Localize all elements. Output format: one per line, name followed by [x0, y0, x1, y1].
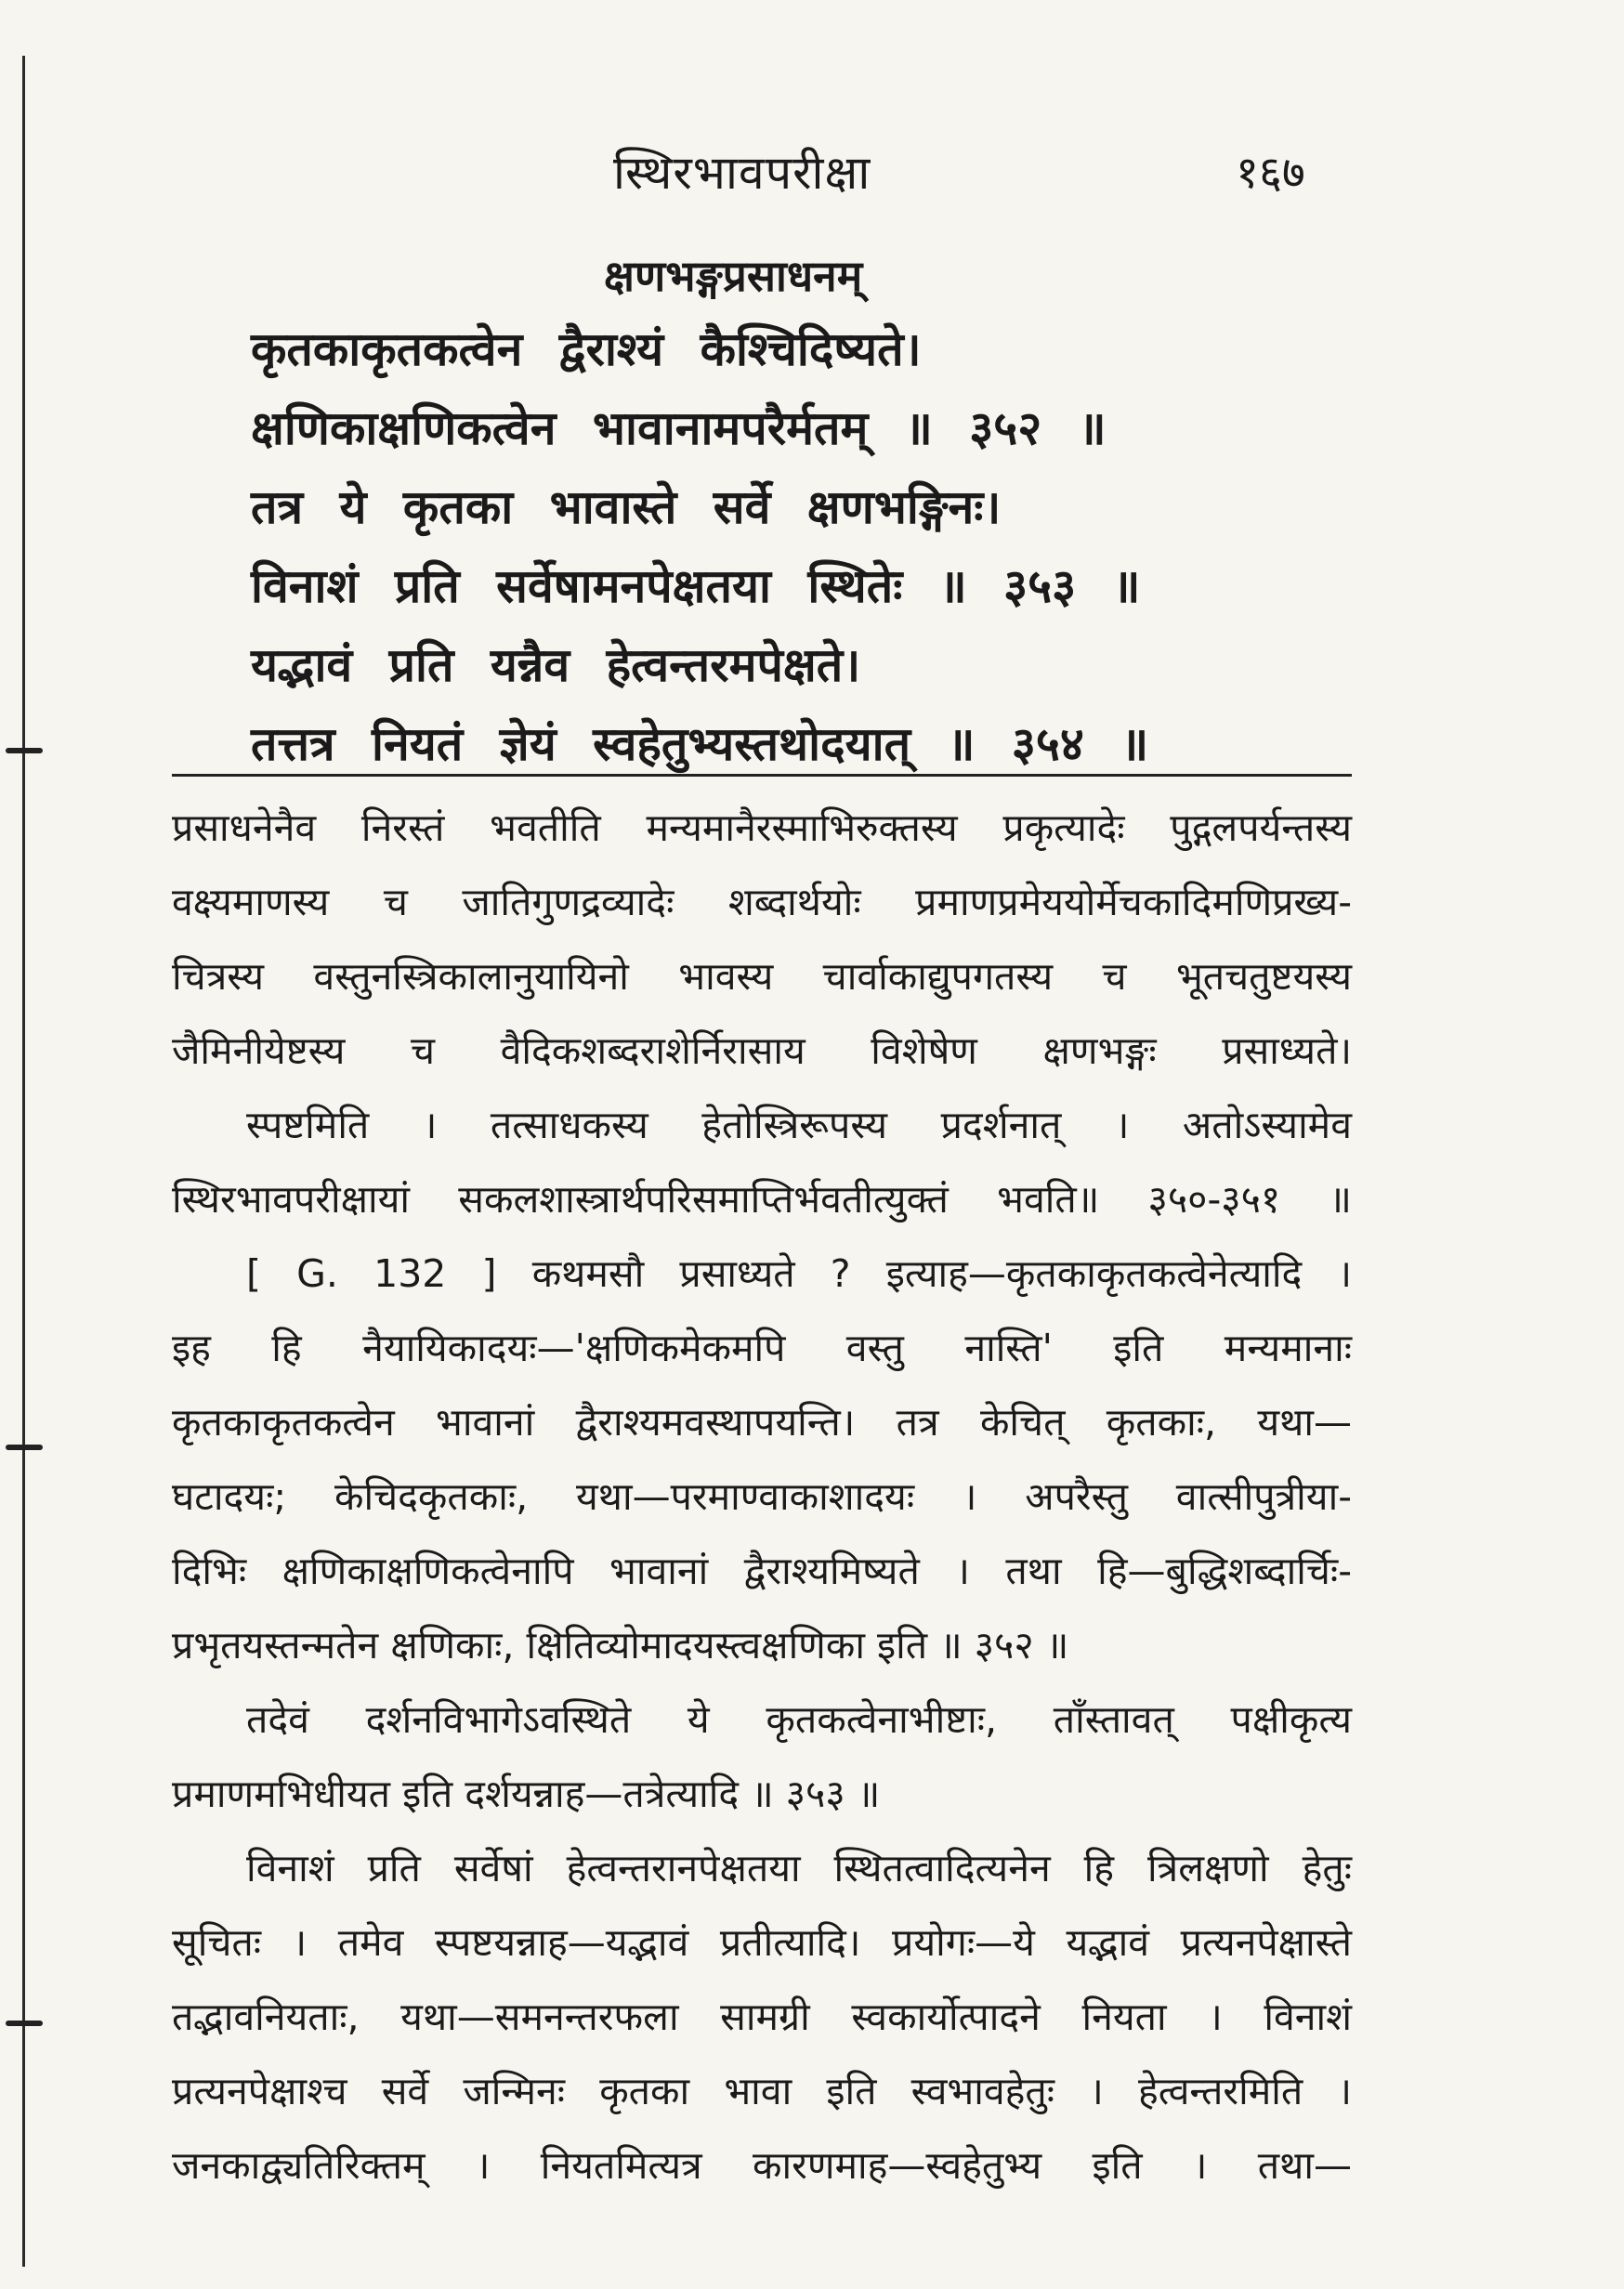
commentary-line: वक्ष्यमाणस्य च जातिगुणद्रव्यादेः शब्दार्थयोः प्रमाणप्रमेययोर्मेचकादिमणिप्रख्य- [172, 880, 1352, 924]
verse-line: यद्भावं प्रति यन्नैव हेत्वन्तरमपेक्षते। [251, 638, 861, 692]
commentary-line: जैमिनीयेष्टस्य च वैदिकशब्दराशेर्निरासाय विशेषेण क्षणभङ्गः प्रसाध्यते। [172, 1028, 1352, 1073]
commentary-line: तदेवं दर्शनविभागेऽवस्थिते ये कृतकत्वेनाभीष्टाः, ताँस्तावत् पक्षीकृत्य [246, 1697, 1352, 1742]
divider-rule [172, 774, 1352, 777]
commentary-line: जनकाद्व्यतिरिक्तम् । नियतमित्यत्र कारणमाह—स्वहेतुभ्य इति । तथा— [172, 2143, 1352, 2188]
commentary-line: प्रभृतयस्तन्मतेन क्षणिकाः, क्षितिव्योमादयस्त्वक्षणिका इति ॥ ३५२ ॥ [172, 1623, 1069, 1668]
verse-line: क्षणिकाक्षणिकत्वेन भावानामपरैर्मतम् ॥ ३५२ ॥ [251, 401, 1107, 455]
commentary-line: घटादयः; केचिदकृतकाः, यथा—परमाण्वाकाशादयः । अपरैस्तु वात्सीपुत्रीया- [172, 1474, 1352, 1519]
commentary-line: प्रसाधनेनैव निरस्तं भवतीति मन्यमानैरस्माभिरुक्तस्य प्रकृत्यादेः पुद्गलपर्यन्तस्य [172, 805, 1352, 850]
running-title: स्थिरभावपरीक्षा [613, 146, 871, 200]
page-header [0, 139, 1624, 214]
commentary-line: विनाशं प्रति सर्वेषां हेत्वन्तरानपेक्षतया स्थितत्वादित्यनेन हि त्रिलक्षणो हेतुः [246, 1846, 1352, 1890]
commentary-line: प्रमाणमभिधीयत इति दर्शयन्नाह—तत्रेत्यादि ॥ ३५३ ॥ [172, 1772, 881, 1816]
commentary-line: दिभिः क्षणिकाक्षणिकत्वेनापि भावानां द्वैराश्यमिष्यते । तथा हि—बुद्धिशब्दार्चिः- [172, 1549, 1352, 1593]
commentary-line: स्थिरभावपरीक्षायां सकलशास्त्रार्थपरिसमाप्तिर्भवतीत्युक्तं भवति॥ ३५०-३५१ ॥ [172, 1177, 1352, 1222]
section-heading: क्षणभङ्गप्रसाधनम् [604, 251, 863, 301]
commentary-line: प्रत्यनपेक्षाश्च सर्वे जन्मिनः कृतका भावा इति स्वभावहेतुः । हेत्वन्तरमिति । [172, 2069, 1352, 2113]
page-binding-edge [22, 56, 25, 2267]
verse-line: तत्तत्र नियतं ज्ञेयं स्वहेतुभ्यस्तथोदयात् ॥ ३५४ ॥ [251, 717, 1149, 771]
commentary-line: कृतकाकृतकत्वेन भावानां द्वैराश्यमवस्थापयन्ति। तत्र केचित् कृतकाः, यथा— [172, 1400, 1352, 1445]
binding-mark [6, 1445, 43, 1450]
commentary-line: इह हि नैयायिकादयः—'क्षणिकमेकमपि वस्तु नास्ति' इति मन्यमानाः [172, 1326, 1352, 1370]
binding-mark [6, 748, 43, 753]
page-number: १६७ [1236, 147, 1305, 199]
commentary-line: तद्भावनियताः, यथा—समनन्तरफला सामग्री स्वकार्योत्पादने नियता । विनाशं [172, 1995, 1352, 2039]
binding-mark [6, 2021, 43, 2026]
commentary-line: चित्रस्य वस्तुनस्त्रिकालानुयायिनो भावस्य चार्वाकाद्युपगतस्य च भूतचतुष्टयस्य [172, 954, 1352, 999]
verse-line: तत्र ये कृतका भावास्ते सर्वे क्षणभङ्गिनः। [251, 480, 1002, 534]
verse-line: विनाशं प्रति सर्वेषामनपेक्षतया स्थितेः ॥ ३५३ ॥ [251, 559, 1141, 613]
commentary-line: सूचितः । तमेव स्पष्टयन्नाह—यद्भावं प्रतीत्यादि। प्रयोगः—ये यद्भावं प्रत्यनपेक्षास्ते [172, 1920, 1352, 1965]
commentary-line: [ G. 132 ] कथमसौ प्रसाध्यते ? इत्याह—कृतकाकृतकत्वेनेत्यादि । [246, 1251, 1352, 1296]
commentary-line: स्पष्टमिति । तत्साधकस्य हेतोस्त्रिरूपस्य प्रदर्शनात् । अतोऽस्यामेव [246, 1103, 1352, 1147]
verse-line: कृतकाकृतकत्वेन द्वैराश्यं कैश्चिदिष्यते। [251, 322, 922, 376]
